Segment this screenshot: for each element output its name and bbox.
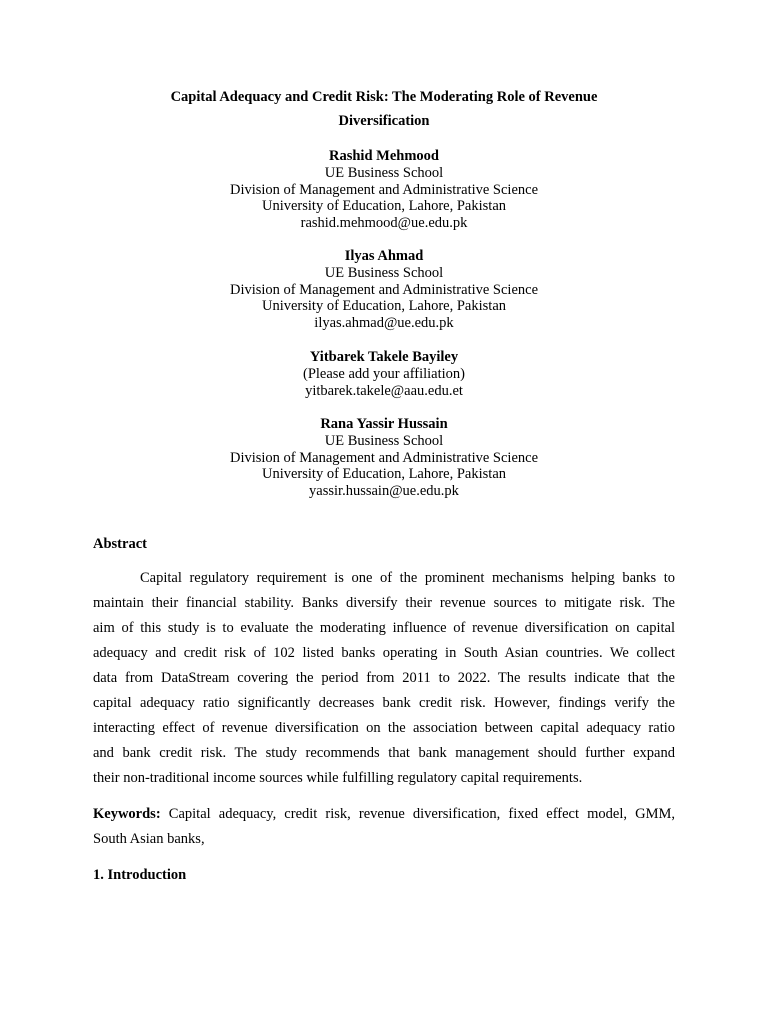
section-heading-introduction: 1. Introduction xyxy=(93,867,187,883)
author-affiliation: University of Education, Lahore, Pakistan xyxy=(261,298,507,315)
abstract-line: data from DataStream covering the period from 2011 to 2022. The results indicate that the xyxy=(93,670,675,686)
keywords-label: Keywords: xyxy=(93,806,161,822)
abstract-line: maintain their financial stability. Banks diversify their revenue sources to mitigate risk. The xyxy=(93,595,675,611)
author-affiliation: Division of Management and Administrative Science xyxy=(229,281,539,298)
abstract-line: Capital regulatory requirement is one of the prominent mechanisms helping banks to xyxy=(140,570,675,586)
author-name: Rana Yassir Hussain xyxy=(320,416,448,432)
keywords-line xyxy=(93,802,675,827)
paper-title xyxy=(93,85,675,133)
author-email: yassir.hussain@ue.edu.pk xyxy=(309,483,459,500)
author-name: Ilyas Ahmad xyxy=(344,248,424,264)
title-line: Capital Adequacy and Credit Risk: The Moderating Role of Revenue xyxy=(170,89,598,105)
author-block xyxy=(93,416,675,500)
author-affiliation: Division of Management and Administrative Science xyxy=(229,449,539,466)
title-line: Diversification xyxy=(338,113,430,129)
author-email: rashid.mehmood@ue.edu.pk xyxy=(300,215,468,232)
abstract-line: adequacy and credit risk of 102 listed banks operating in South Asian countries. We collect xyxy=(93,645,675,661)
author-block xyxy=(93,148,675,232)
author-affiliation: University of Education, Lahore, Pakistan xyxy=(261,198,507,215)
abstract-line: their non-traditional income sources while fulfilling regulatory capital requirements. xyxy=(93,770,583,786)
keywords-line: South Asian banks, xyxy=(93,831,205,847)
author-affiliation: UE Business School xyxy=(324,432,444,449)
abstract-line: capital adequacy ratio significantly decreases bank credit risk. However, findings verify the xyxy=(93,695,675,711)
author-affiliation: UE Business School xyxy=(324,164,444,181)
author-email: ilyas.ahmad@ue.edu.pk xyxy=(314,315,454,332)
author-email: yitbarek.takele@aau.edu.et xyxy=(305,382,463,399)
author-name: Yitbarek Takele Bayiley xyxy=(309,349,459,365)
author-block xyxy=(93,349,675,399)
keywords xyxy=(93,802,675,852)
author-block xyxy=(93,248,675,332)
abstract-line: aim of this study is to evaluate the moderating influence of revenue diversification on capital xyxy=(93,620,675,636)
abstract-line: and bank credit risk. The study recommends that bank management should further expand xyxy=(93,745,675,761)
abstract-line: interacting effect of revenue diversification on the association between capital adequacy ratio xyxy=(93,720,675,736)
abstract-heading: Abstract xyxy=(93,536,147,552)
author-affiliation: (Please add your affiliation) xyxy=(303,365,465,382)
abstract-body xyxy=(93,566,675,791)
author-name: Rashid Mehmood xyxy=(329,148,439,164)
author-affiliation: University of Education, Lahore, Pakistan xyxy=(261,466,507,483)
author-affiliation: UE Business School xyxy=(324,264,444,281)
author-affiliation: Division of Management and Administrative Science xyxy=(229,181,539,198)
keywords-text: Capital adequacy, credit risk, revenue diversification, fixed effect model, GMM, xyxy=(168,806,675,822)
